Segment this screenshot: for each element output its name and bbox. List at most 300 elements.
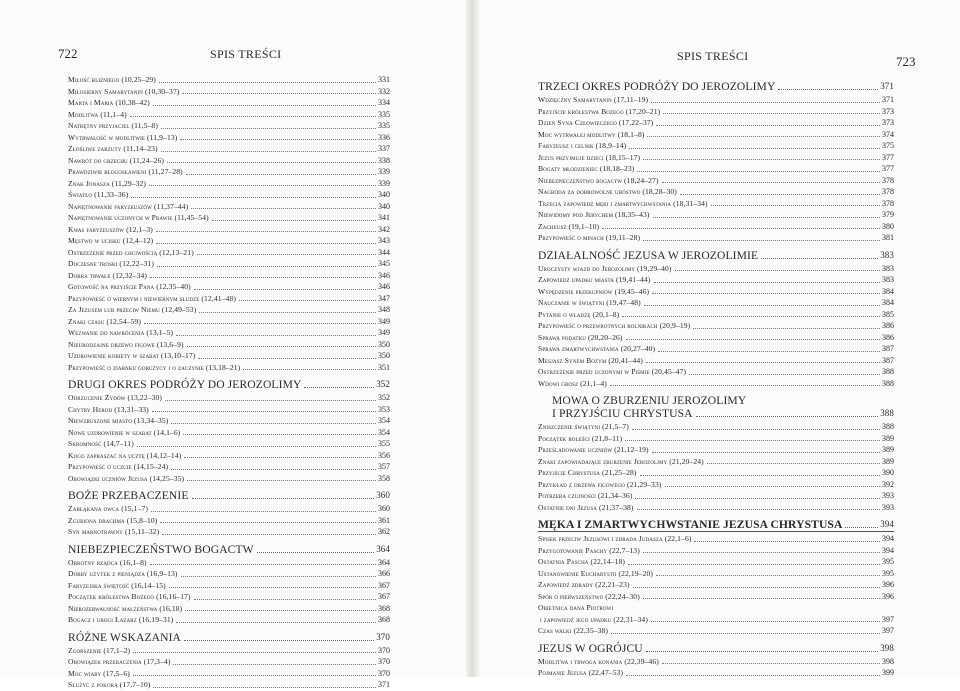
entry-title: Nagroda za dobrowolne ubóstwo (18,28–30) bbox=[538, 187, 677, 196]
entry-page: 398 bbox=[880, 642, 894, 653]
entry-title: Doczesne troski (12,22–31) bbox=[68, 259, 154, 268]
entry-title: Ostatnia Pascha (22,14–18) bbox=[538, 557, 626, 566]
toc-entry bbox=[68, 603, 390, 615]
entry-page: 371 bbox=[378, 680, 390, 689]
entry-title: Obowiązki uczniów Jezusa (14,25–35) bbox=[68, 473, 185, 483]
entry-title: Znak Jonasza (11,29–32) bbox=[68, 178, 147, 188]
dot-leader bbox=[693, 328, 880, 329]
entry-title: Potrzeba czujności (21,34–36) bbox=[538, 491, 633, 500]
entry-page: 348 bbox=[378, 305, 390, 314]
toc-entry bbox=[538, 163, 894, 175]
dot-leader bbox=[653, 217, 880, 218]
dot-leader bbox=[611, 633, 880, 634]
entry-title: Spór o pierwszeństwo (22,24–30) bbox=[538, 591, 640, 601]
entry-title: Obietnica dana Piotrowi bbox=[538, 603, 614, 612]
dot-leader bbox=[194, 289, 376, 290]
entry-title: Złośliwe zarzuty (11,14–23) bbox=[68, 144, 158, 153]
toc-entry bbox=[68, 97, 390, 109]
dot-leader bbox=[304, 387, 374, 388]
toc-entry bbox=[538, 433, 894, 445]
toc-entry bbox=[68, 235, 390, 247]
dot-leader bbox=[643, 159, 880, 160]
entry-title: Przypowieść o wiernym i niewiernym słudze (12,41–48) bbox=[68, 293, 236, 303]
entry-page: 389 bbox=[882, 456, 894, 466]
toc-entry bbox=[538, 556, 894, 568]
dot-leader bbox=[626, 675, 880, 676]
entry-title: Sprawa zmartwychwstania (20,27–40) bbox=[538, 344, 656, 353]
entry-page: 358 bbox=[378, 473, 390, 483]
dot-leader bbox=[157, 266, 376, 267]
entry-title: Modlitwa (11,1–4) bbox=[68, 109, 127, 119]
entry-title: i zapowiedź jego upadku (22,31–34) bbox=[540, 614, 648, 624]
entry-page: 356 bbox=[378, 450, 390, 460]
section-heading bbox=[538, 80, 894, 93]
dot-leader bbox=[629, 148, 880, 149]
entry-title: Przypowieść o minach (19,11–28) bbox=[538, 233, 641, 242]
dot-leader bbox=[156, 231, 376, 232]
toc-entry bbox=[68, 404, 390, 416]
toc-entry bbox=[68, 270, 390, 282]
entry-page: 394 bbox=[880, 519, 894, 529]
dot-leader bbox=[181, 576, 376, 577]
toc-entry bbox=[68, 74, 390, 86]
entry-title: Nawrót do grzechu (11,24–26) bbox=[68, 155, 164, 165]
toc-entry bbox=[538, 545, 894, 557]
entry-page: 370 bbox=[378, 645, 390, 655]
entry-title: Mesjasz Synem Bożym (20,41–44) bbox=[538, 355, 643, 365]
entry-page: 350 bbox=[378, 339, 390, 349]
entry-page: 352 bbox=[378, 393, 390, 402]
toc-entry bbox=[538, 209, 894, 221]
toc-entry bbox=[538, 186, 894, 198]
entry-title: Zabłąkana owca (15,1–7) bbox=[68, 504, 149, 513]
dot-leader bbox=[151, 511, 376, 512]
entry-page: 331 bbox=[378, 75, 390, 84]
entry-page: 397 bbox=[882, 614, 894, 624]
entry-title: Spisek przeciw Jezusowi i zdrada Judasza (22,1–6) bbox=[538, 534, 692, 543]
toc-entry bbox=[538, 297, 894, 309]
dot-leader bbox=[159, 82, 376, 83]
toc-entry bbox=[68, 339, 390, 351]
dot-leader bbox=[149, 185, 376, 186]
dot-leader bbox=[192, 498, 375, 499]
dot-leader bbox=[665, 486, 881, 487]
dot-leader bbox=[656, 575, 880, 576]
entry-title: TRZECI OKRES PODRÓŻY DO JEROZOLIMY bbox=[538, 80, 776, 93]
toc-entry bbox=[68, 304, 390, 316]
toc-entry bbox=[538, 444, 894, 456]
entry-title: RÓŻNE WSKAZANIA bbox=[68, 630, 182, 644]
entry-page: 388 bbox=[882, 422, 894, 431]
toc-entry bbox=[538, 198, 894, 210]
entry-title: Syn marnotrawny (15,11–32) bbox=[68, 527, 160, 536]
entry-page: 387 bbox=[882, 344, 894, 353]
entry-title: Wypędzenie przekupniów (19,45–46) bbox=[538, 286, 650, 296]
table-of-contents bbox=[68, 74, 390, 691]
toc-entry bbox=[68, 503, 390, 515]
entry-title: Trzecia zapowiedź męki i zmartwychwstania (18,31–34) bbox=[538, 198, 708, 208]
entry-page: 368 bbox=[378, 603, 390, 613]
entry-title: Wytrwałość w modlitwie (11,9–13) bbox=[68, 132, 178, 142]
dot-leader bbox=[658, 351, 880, 352]
entry-page: 384 bbox=[882, 286, 894, 296]
dot-leader bbox=[633, 587, 880, 588]
entry-title: Służyć z pokorą (17,7–10) bbox=[68, 680, 151, 689]
toc-entry bbox=[538, 129, 894, 141]
entry-page: 371 bbox=[880, 81, 894, 91]
toc-entry bbox=[68, 189, 390, 201]
entry-title: Zgorszenie (17,1–2) bbox=[68, 645, 131, 655]
entry-page: 367 bbox=[378, 580, 390, 590]
entry-title: Przygotowanie Paschy (22,7–13) bbox=[538, 545, 640, 555]
entry-page: 379 bbox=[882, 210, 894, 219]
toc-entry bbox=[538, 343, 894, 355]
entry-page: 386 bbox=[882, 321, 894, 330]
dot-leader bbox=[161, 128, 376, 129]
entry-page: 384 bbox=[882, 298, 894, 307]
toc-entry bbox=[538, 602, 894, 614]
dot-leader bbox=[707, 463, 880, 464]
dot-leader bbox=[162, 534, 376, 535]
entry-page: 396 bbox=[882, 580, 894, 589]
dot-leader bbox=[131, 197, 376, 198]
entry-title: Wdowi grosz (21,1–4) bbox=[538, 378, 607, 388]
dot-leader bbox=[643, 552, 880, 553]
entry-page: 386 bbox=[882, 332, 894, 342]
dot-leader bbox=[761, 258, 878, 259]
entry-page: 334 bbox=[378, 98, 390, 107]
toc-entry bbox=[68, 591, 390, 603]
dot-leader bbox=[184, 457, 376, 458]
entry-title: Niebezpieczeństwo bogactw (18,24–27) bbox=[538, 175, 659, 185]
toc-entry bbox=[68, 656, 390, 668]
toc-entry bbox=[68, 438, 390, 450]
table-of-contents bbox=[538, 80, 894, 679]
dot-leader bbox=[610, 385, 880, 386]
entry-title: Ostrzeżenie przed uczonymi w Piśmie (20,45–47) bbox=[538, 367, 687, 376]
entry-page: 364 bbox=[376, 543, 390, 554]
entry-page: 347 bbox=[378, 293, 390, 303]
dot-leader bbox=[130, 116, 376, 117]
entry-title: Nauczanie w świątyni (19,47–48) bbox=[538, 298, 641, 307]
entry-title: Skromność (14,7–11) bbox=[68, 439, 134, 448]
dot-leader bbox=[643, 240, 880, 241]
entry-title: Za Jezusem lub przeciw Niemu (12,49–53) bbox=[68, 305, 197, 314]
entry-title: Światło (11,33–36) bbox=[68, 190, 129, 199]
toc-entry bbox=[68, 316, 390, 328]
entry-title: Niewidomy pod Jerychem (18,35–43) bbox=[538, 210, 650, 219]
entry-title: Niewzruszone miasto (13,34–35) bbox=[68, 416, 169, 425]
toc-entry bbox=[68, 473, 390, 485]
toc-entry bbox=[68, 392, 390, 404]
entry-page: 337 bbox=[378, 144, 390, 153]
toc-entry bbox=[68, 668, 390, 680]
entry-title: Ostatnie dni Jezusa (21,37–38) bbox=[538, 502, 634, 512]
entry-page: 346 bbox=[378, 270, 390, 280]
toc-entry bbox=[538, 568, 894, 580]
toc-entry bbox=[68, 362, 390, 374]
dot-leader bbox=[150, 564, 376, 565]
entry-page: 399 bbox=[882, 668, 894, 677]
dot-leader bbox=[191, 208, 376, 209]
entry-page: 389 bbox=[882, 445, 894, 454]
toc-entry bbox=[68, 568, 390, 580]
entry-page: 395 bbox=[882, 557, 894, 566]
dot-leader bbox=[160, 522, 376, 523]
entry-page: 360 bbox=[376, 490, 390, 500]
dot-leader bbox=[153, 105, 376, 106]
entry-title: Bogacz i ubogi Łazarz (16,19–31) bbox=[68, 615, 174, 624]
entry-title: Nieurodzajne drzewo figowe (13,6–9) bbox=[68, 339, 184, 349]
toc-entry bbox=[538, 332, 894, 344]
entry-title: Prześladowanie uczniów (21,12–19) bbox=[538, 445, 649, 454]
entry-title: Natrętny przyjaciel (11,5–8) bbox=[68, 121, 158, 130]
entry-title: Miłość bliźniego (10,25–29) bbox=[68, 75, 156, 84]
dot-leader bbox=[602, 228, 880, 229]
entry-page: 335 bbox=[378, 121, 390, 130]
entry-title: JEZUS W OGRÓJCU bbox=[538, 641, 643, 655]
dot-leader bbox=[654, 282, 880, 283]
page-number: 723 bbox=[896, 54, 916, 69]
toc-entry bbox=[68, 258, 390, 270]
dot-leader bbox=[662, 663, 880, 664]
toc-entry bbox=[68, 327, 390, 339]
entry-page: 352 bbox=[376, 379, 390, 389]
dot-leader bbox=[663, 113, 880, 114]
entry-title: Prawdziwie błogosławieni (11,27–28) bbox=[68, 167, 183, 176]
section-heading bbox=[68, 543, 390, 556]
entry-page: 355 bbox=[378, 439, 390, 448]
toc-entry bbox=[538, 579, 894, 591]
dot-leader bbox=[176, 335, 376, 336]
entry-title: Znaki czasu (12,54–59) bbox=[68, 316, 142, 326]
entry-page: 388 bbox=[882, 378, 894, 388]
dot-leader bbox=[694, 541, 880, 542]
entry-title: Uzdrowienie kobiety w szabat (13,10–17) bbox=[68, 351, 196, 360]
entry-page: 357 bbox=[378, 462, 390, 471]
toc-entry bbox=[68, 526, 390, 538]
toc-entry bbox=[68, 645, 390, 657]
entry-title: Ostrzeżenie przed chciwością (12,13–21) bbox=[68, 247, 194, 257]
dot-leader bbox=[169, 587, 376, 588]
dot-leader bbox=[165, 400, 376, 401]
toc-entry bbox=[538, 232, 894, 244]
section-heading bbox=[538, 642, 894, 655]
dot-leader bbox=[625, 440, 880, 441]
dot-leader bbox=[628, 564, 880, 565]
entry-title: Znaki zapowiadające zburzenie Jerozolimy (21,20–24) bbox=[538, 456, 704, 466]
entry-page: 373 bbox=[882, 118, 894, 127]
entry-title: Dobra trwałe (12,32–34) bbox=[68, 270, 148, 280]
toc-entry bbox=[538, 502, 894, 514]
entry-title: Zniszczenie świątyni (21,5–7) bbox=[538, 422, 629, 431]
entry-page: 340 bbox=[378, 201, 390, 211]
entry-title: Faryzejska świętość (16,14–15) bbox=[68, 580, 166, 590]
right-page bbox=[478, 0, 960, 677]
section-heading: MOWA O ZBURZENIU JEROZOLIMY bbox=[552, 394, 747, 407]
dot-leader bbox=[187, 346, 376, 347]
entry-page: 371 bbox=[882, 95, 894, 104]
dot-leader bbox=[257, 552, 374, 553]
entry-page: 370 bbox=[378, 657, 390, 666]
entry-title: Dzień Syna Człowieczego (17,22–37) bbox=[538, 118, 654, 127]
entry-page: 383 bbox=[882, 275, 894, 284]
toc-entry bbox=[538, 479, 894, 491]
dot-leader bbox=[187, 480, 376, 481]
entry-title: Obowiązek przebaczenia (17,3–4) bbox=[68, 657, 171, 666]
entry-page: 393 bbox=[882, 502, 894, 512]
dot-leader bbox=[180, 139, 376, 140]
toc-entry bbox=[538, 467, 894, 479]
entry-page: 388 bbox=[882, 367, 894, 376]
dot-leader bbox=[212, 220, 376, 221]
entry-page: 343 bbox=[378, 236, 390, 245]
toc-entry bbox=[538, 490, 894, 502]
section-heading bbox=[538, 518, 894, 532]
dot-leader bbox=[133, 675, 376, 676]
toc-entry bbox=[68, 450, 390, 462]
entry-title: Jezus przyjmuje dzieci (18,15–17) bbox=[538, 152, 641, 162]
entry-page: 373 bbox=[882, 106, 894, 116]
entry-title: Przykład z drzewa figowego (21,29–33) bbox=[538, 479, 662, 489]
entry-title: Dobry użytek z pieniądza (16,9–13) bbox=[68, 569, 178, 578]
dot-leader bbox=[197, 254, 376, 255]
dot-leader bbox=[644, 305, 880, 306]
entry-page: 362 bbox=[378, 527, 390, 536]
toc-entry bbox=[538, 366, 894, 378]
dot-leader bbox=[182, 93, 376, 94]
entry-page: 332 bbox=[378, 86, 390, 96]
toc-entry bbox=[538, 263, 894, 275]
dot-leader bbox=[656, 125, 880, 126]
dot-leader bbox=[711, 205, 880, 206]
entry-title: Przyjście królestwa Bożego (17,20–21) bbox=[538, 106, 661, 116]
dot-leader bbox=[689, 374, 880, 375]
entry-page: 395 bbox=[882, 568, 894, 578]
toc-entry bbox=[68, 224, 390, 236]
dot-leader bbox=[646, 362, 880, 363]
dot-leader bbox=[778, 89, 878, 90]
entry-page: 354 bbox=[378, 416, 390, 425]
entry-title: Moc wytrwałej modlitwy (18,1–8) bbox=[538, 129, 645, 139]
toc-entry bbox=[68, 427, 390, 439]
entry-page: 339 bbox=[378, 167, 390, 176]
entry-page: 381 bbox=[882, 233, 894, 242]
dot-leader bbox=[651, 621, 880, 622]
entry-title: Zapowiedź zdrady (22,21–23) bbox=[538, 580, 630, 589]
dot-leader bbox=[651, 102, 880, 103]
entry-page: 383 bbox=[882, 263, 894, 273]
toc-entry bbox=[68, 155, 390, 167]
entry-title: Wdzięczny Samarytanin (17,11–19) bbox=[538, 95, 649, 104]
entry-title: Nowe uzdrowienie w szabat (14,1–6) bbox=[68, 427, 181, 437]
dot-leader bbox=[662, 182, 880, 183]
dot-leader bbox=[156, 243, 376, 244]
dot-leader bbox=[646, 651, 878, 652]
entry-page: 378 bbox=[882, 198, 894, 208]
entry-page: 350 bbox=[378, 351, 390, 360]
toc-entry bbox=[68, 247, 390, 259]
section-heading bbox=[538, 249, 894, 262]
entry-page: 370 bbox=[378, 668, 390, 678]
entry-title: Obrotny rządca (16,1–8) bbox=[68, 557, 147, 567]
dot-leader bbox=[845, 527, 878, 528]
entry-title: Początek królestwa Bożego (16,16–17) bbox=[68, 592, 191, 601]
entry-page: 377 bbox=[882, 152, 894, 162]
entry-title: Chytry Herod (13,31–33) bbox=[68, 404, 149, 414]
toc-entry bbox=[538, 140, 894, 152]
toc-entry bbox=[68, 178, 390, 190]
dot-leader bbox=[622, 316, 880, 317]
entry-title: Przypowieść o uczcie (14,15–24) bbox=[68, 462, 169, 471]
entry-page: 340 bbox=[378, 190, 390, 199]
entry-page: 342 bbox=[378, 224, 390, 234]
dot-leader bbox=[243, 369, 376, 370]
dot-leader bbox=[153, 687, 376, 688]
entry-page: 354 bbox=[378, 427, 390, 437]
toc-entry bbox=[538, 274, 894, 286]
entry-title: Przyjście Chrystusa (21,25–28) bbox=[538, 468, 637, 477]
entry-page: 364 bbox=[378, 557, 390, 567]
entry-page: 383 bbox=[880, 249, 894, 260]
dot-leader bbox=[239, 300, 376, 301]
entry-title: Bogaty młodzieniec (18,18–23) bbox=[538, 164, 635, 173]
toc-entry bbox=[538, 221, 894, 233]
toc-entry bbox=[538, 625, 894, 637]
entry-title: NIEBEZPIECZEŃSTWO BOGACTW bbox=[68, 542, 254, 556]
entry-page: 380 bbox=[882, 221, 894, 231]
dot-leader bbox=[184, 640, 374, 641]
toc-entry bbox=[68, 86, 390, 98]
entry-title: Sprawa podatku (20,20–26) bbox=[538, 332, 623, 342]
entry-title: Napiętnowanie faryzeuszów (11,37–44) bbox=[68, 201, 189, 211]
entry-page: 375 bbox=[882, 141, 894, 150]
entry-page: 385 bbox=[882, 309, 894, 319]
running-head: SPIS TREŚCI bbox=[210, 47, 282, 61]
entry-page: 366 bbox=[378, 569, 390, 578]
section-heading bbox=[68, 631, 390, 644]
entry-title: Męstwo w ucisku (12,4–12) bbox=[68, 236, 154, 245]
entry-page: 367 bbox=[378, 592, 390, 601]
dot-leader bbox=[696, 416, 879, 417]
entry-title: Odrzucenie Żydów (13,22–30) bbox=[68, 393, 163, 402]
dot-leader bbox=[167, 162, 376, 163]
entry-page: 336 bbox=[378, 132, 390, 142]
entry-title: Kwas faryzeuszów (12,1–3) bbox=[68, 224, 153, 234]
toc-entry bbox=[68, 415, 390, 427]
toc-entry bbox=[68, 109, 390, 121]
entry-page: 378 bbox=[882, 175, 894, 185]
entry-page: 388 bbox=[880, 408, 894, 418]
entry-page: 341 bbox=[378, 213, 390, 222]
toc-entry bbox=[538, 286, 894, 298]
entry-title: MĘKA I ZMARTWYCHWSTANIE JEZUSA CHRYSTUSA bbox=[538, 518, 843, 531]
toc-entry bbox=[538, 152, 894, 164]
left-page bbox=[0, 0, 470, 689]
entry-page: 335 bbox=[378, 109, 390, 119]
toc-entry bbox=[538, 175, 894, 187]
entry-page: 349 bbox=[378, 328, 390, 337]
toc-entry bbox=[68, 557, 390, 569]
toc-entry bbox=[68, 120, 390, 132]
entry-title: Kogo zapraszać na ucztę (14,12–14) bbox=[68, 450, 182, 460]
section-heading bbox=[68, 489, 390, 502]
dot-leader bbox=[680, 194, 880, 195]
toc-entry bbox=[538, 533, 894, 545]
toc-entry bbox=[538, 614, 894, 626]
toc-entry bbox=[538, 355, 894, 367]
entry-page: 387 bbox=[882, 355, 894, 365]
